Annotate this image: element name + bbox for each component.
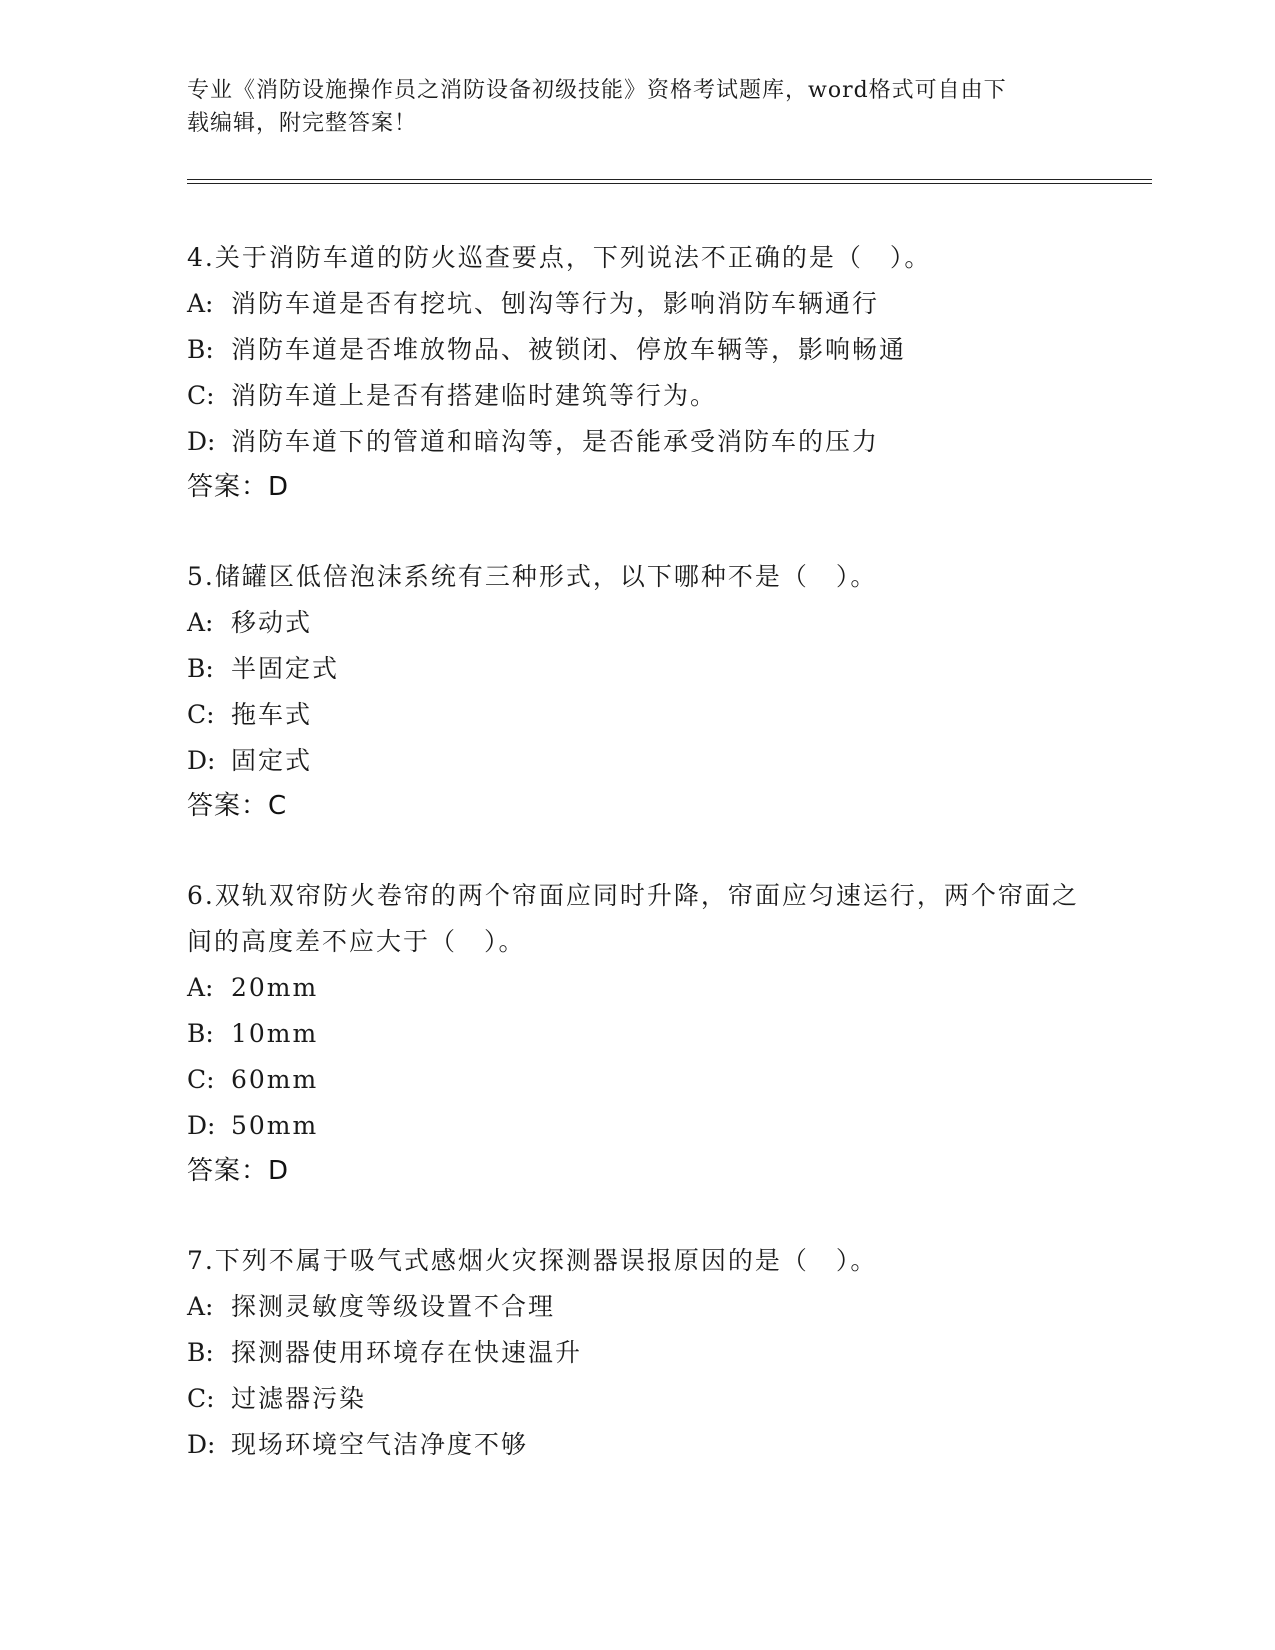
option-d bbox=[187, 1422, 1087, 1468]
option-letter: B: bbox=[187, 335, 214, 364]
question-stem: 5.储罐区低倍泡沫系统有三种形式，以下哪种不是（ ）。 bbox=[187, 562, 878, 591]
question-5 bbox=[187, 554, 1087, 828]
answer-label: 答案：C bbox=[187, 791, 288, 821]
option-a bbox=[187, 281, 1087, 327]
option-text: 半固定式 bbox=[231, 654, 340, 683]
header-line-2: 载编辑，附完整答案！ bbox=[187, 111, 418, 136]
answer-label: 答案：D bbox=[187, 1156, 290, 1186]
option-b bbox=[187, 1011, 1087, 1057]
option-letter: D: bbox=[187, 1430, 216, 1459]
option-letter: A: bbox=[187, 1292, 214, 1321]
option-letter: D: bbox=[187, 1111, 216, 1140]
option-text: 消防车道下的管道和暗沟等，是否能承受消防车的压力 bbox=[231, 427, 880, 456]
question-stem: 7.下列不属于吸气式感烟火灾探测器误报原因的是（ ）。 bbox=[187, 1246, 878, 1275]
option-a bbox=[187, 1284, 1087, 1330]
option-letter: D: bbox=[187, 427, 216, 456]
option-c bbox=[187, 373, 1087, 419]
option-a bbox=[187, 600, 1087, 646]
option-text: 探测灵敏度等级设置不合理 bbox=[231, 1292, 556, 1321]
header-divider-bottom bbox=[187, 183, 1152, 184]
question-6 bbox=[187, 873, 1087, 1193]
option-letter: A: bbox=[187, 289, 214, 318]
option-letter: D: bbox=[187, 746, 216, 775]
option-a bbox=[187, 965, 1087, 1011]
option-text: 消防车道是否有挖坑、刨沟等行为，影响消防车辆通行 bbox=[231, 289, 880, 318]
option-text: 60mm bbox=[231, 1065, 319, 1094]
option-b bbox=[187, 1330, 1087, 1376]
question-stem: 4.关于消防车道的防火巡查要点，下列说法不正确的是（ ）。 bbox=[187, 243, 932, 272]
option-text: 10mm bbox=[231, 1019, 319, 1048]
option-b bbox=[187, 327, 1087, 373]
option-letter: B: bbox=[187, 654, 214, 683]
document-header bbox=[187, 74, 1077, 140]
option-letter: C: bbox=[187, 700, 215, 729]
option-text: 消防车道上是否有搭建临时建筑等行为。 bbox=[231, 381, 718, 410]
option-text: 现场环境空气洁净度不够 bbox=[231, 1430, 529, 1459]
option-c bbox=[187, 1057, 1087, 1103]
option-text: 拖车式 bbox=[231, 700, 313, 729]
option-letter: A: bbox=[187, 973, 214, 1002]
option-text: 探测器使用环境存在快速温升 bbox=[231, 1338, 583, 1367]
option-d bbox=[187, 419, 1087, 465]
option-b bbox=[187, 646, 1087, 692]
option-text: 过滤器污染 bbox=[231, 1384, 367, 1413]
option-text: 消防车道是否堆放物品、被锁闭、停放车辆等，影响畅通 bbox=[231, 335, 907, 364]
header-divider-top bbox=[187, 179, 1152, 180]
header-line-1: 专业《消防设施操作员之消防设备初级技能》资格考试题库，word格式可自由下 bbox=[187, 78, 1007, 103]
option-text: 固定式 bbox=[231, 746, 313, 775]
option-text: 移动式 bbox=[231, 608, 313, 637]
option-letter: C: bbox=[187, 1065, 215, 1094]
option-letter: C: bbox=[187, 1384, 215, 1413]
option-text: 50mm bbox=[231, 1111, 319, 1140]
option-letter: B: bbox=[187, 1338, 214, 1367]
option-c bbox=[187, 692, 1087, 738]
option-letter: C: bbox=[187, 381, 215, 410]
question-7 bbox=[187, 1238, 1087, 1468]
option-letter: A: bbox=[187, 608, 214, 637]
option-text: 20mm bbox=[231, 973, 319, 1002]
option-d bbox=[187, 738, 1087, 784]
option-d bbox=[187, 1103, 1087, 1149]
answer-label: 答案：D bbox=[187, 472, 290, 502]
question-stem: 6.双轨双帘防火卷帘的两个帘面应同时升降，帘面应匀速运行，两个帘面之间的高度差不应大于（ ）。 bbox=[187, 881, 1079, 956]
option-letter: B: bbox=[187, 1019, 214, 1048]
option-c bbox=[187, 1376, 1087, 1422]
question-4 bbox=[187, 235, 1087, 509]
